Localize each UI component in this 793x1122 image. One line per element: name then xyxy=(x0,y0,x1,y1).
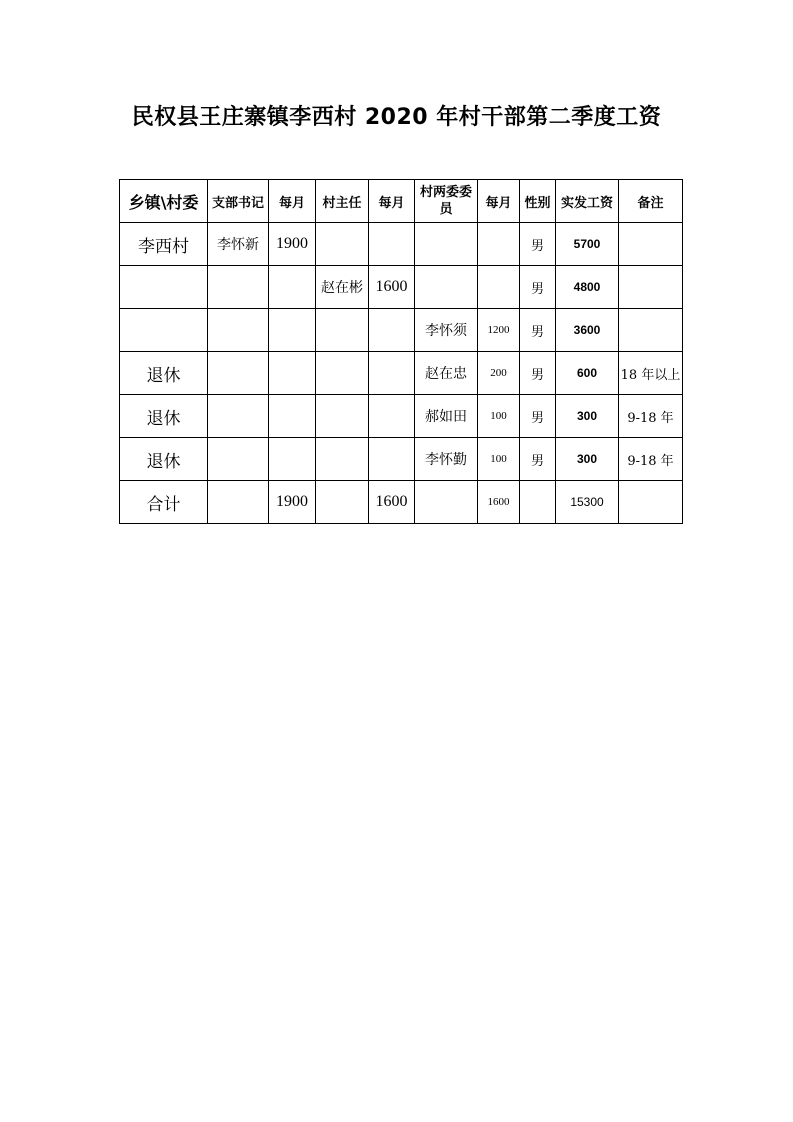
column-header-gender: 性别 xyxy=(520,180,556,223)
cell-gender: 男 xyxy=(520,309,556,352)
cell-secretary-name xyxy=(208,352,269,395)
cell-director-monthly xyxy=(369,438,415,481)
cell-director-monthly xyxy=(369,352,415,395)
column-header-village: 乡镇\村委 xyxy=(120,180,208,223)
cell-member-name: 赵在忠 xyxy=(415,352,478,395)
table-header-row xyxy=(120,180,683,223)
column-header-village-director: 村主任 xyxy=(316,180,369,223)
cell-secretary-name: 李怀新 xyxy=(208,223,269,266)
cell-member-monthly: 200 xyxy=(478,352,520,395)
cell-remarks xyxy=(619,223,683,266)
cell-member-monthly xyxy=(478,266,520,309)
cell-member-monthly: 100 xyxy=(478,395,520,438)
table-row xyxy=(120,223,683,266)
table-total-row xyxy=(120,481,683,524)
cell-secretary-name xyxy=(208,266,269,309)
cell-member-monthly xyxy=(478,223,520,266)
cell-remarks: 9-18 年 xyxy=(619,395,683,438)
cell-total-label: 合计 xyxy=(120,481,208,524)
cell-remarks: 9-18 年 xyxy=(619,438,683,481)
table-row xyxy=(120,266,683,309)
cell-secretary-monthly xyxy=(269,309,316,352)
cell-total-member-monthly: 1600 xyxy=(478,481,520,524)
cell-secretary-name xyxy=(208,309,269,352)
cell-secretary-monthly xyxy=(269,438,316,481)
cell-total-secretary-monthly: 1900 xyxy=(269,481,316,524)
cell-actual-pay: 3600 xyxy=(556,309,619,352)
table-row xyxy=(120,309,683,352)
salary-table xyxy=(119,179,683,524)
cell-total-empty xyxy=(619,481,683,524)
cell-total-empty xyxy=(415,481,478,524)
cell-actual-pay: 300 xyxy=(556,395,619,438)
cell-member-name: 李怀须 xyxy=(415,309,478,352)
cell-village xyxy=(120,309,208,352)
cell-village: 李西村 xyxy=(120,223,208,266)
cell-secretary-monthly: 1900 xyxy=(269,223,316,266)
cell-director-name xyxy=(316,223,369,266)
cell-actual-pay: 300 xyxy=(556,438,619,481)
cell-village: 退休 xyxy=(120,395,208,438)
cell-director-name xyxy=(316,395,369,438)
table-row xyxy=(120,395,683,438)
column-header-committee-member: 村两委委员 xyxy=(415,180,478,223)
cell-gender: 男 xyxy=(520,395,556,438)
cell-gender: 男 xyxy=(520,438,556,481)
cell-actual-pay: 5700 xyxy=(556,223,619,266)
cell-total-empty xyxy=(208,481,269,524)
cell-gender: 男 xyxy=(520,266,556,309)
cell-total-director-monthly: 1600 xyxy=(369,481,415,524)
cell-director-monthly xyxy=(369,223,415,266)
cell-secretary-monthly xyxy=(269,395,316,438)
cell-total-empty xyxy=(520,481,556,524)
column-header-remarks: 备注 xyxy=(619,180,683,223)
cell-secretary-name xyxy=(208,438,269,481)
column-header-monthly: 每月 xyxy=(269,180,316,223)
cell-director-name xyxy=(316,352,369,395)
cell-remarks: 18 年以上 xyxy=(619,352,683,395)
cell-gender: 男 xyxy=(520,352,556,395)
cell-member-monthly: 1200 xyxy=(478,309,520,352)
cell-secretary-monthly xyxy=(269,266,316,309)
cell-director-name: 赵在彬 xyxy=(316,266,369,309)
cell-actual-pay: 600 xyxy=(556,352,619,395)
table-row xyxy=(120,438,683,481)
cell-director-monthly xyxy=(369,395,415,438)
cell-actual-pay: 4800 xyxy=(556,266,619,309)
column-header-actual-pay: 实发工资 xyxy=(556,180,619,223)
cell-secretary-monthly xyxy=(269,352,316,395)
column-header-party-secretary: 支部书记 xyxy=(208,180,269,223)
cell-village: 退休 xyxy=(120,352,208,395)
column-header-monthly: 每月 xyxy=(369,180,415,223)
cell-total-empty xyxy=(316,481,369,524)
cell-member-monthly: 100 xyxy=(478,438,520,481)
cell-remarks xyxy=(619,309,683,352)
cell-remarks xyxy=(619,266,683,309)
cell-total-actual-pay: 15300 xyxy=(556,481,619,524)
page-title: 民权县王庄寨镇李西村 2020 年村干部第二季度工资 xyxy=(131,105,662,130)
cell-director-name xyxy=(316,438,369,481)
cell-gender: 男 xyxy=(520,223,556,266)
column-header-monthly: 每月 xyxy=(478,180,520,223)
cell-secretary-name xyxy=(208,395,269,438)
cell-member-name: 李怀勤 xyxy=(415,438,478,481)
cell-director-monthly: 1600 xyxy=(369,266,415,309)
cell-member-name xyxy=(415,223,478,266)
table-row xyxy=(120,352,683,395)
cell-member-name: 郝如田 xyxy=(415,395,478,438)
cell-village xyxy=(120,266,208,309)
cell-village: 退休 xyxy=(120,438,208,481)
cell-director-monthly xyxy=(369,309,415,352)
cell-director-name xyxy=(316,309,369,352)
cell-member-name xyxy=(415,266,478,309)
